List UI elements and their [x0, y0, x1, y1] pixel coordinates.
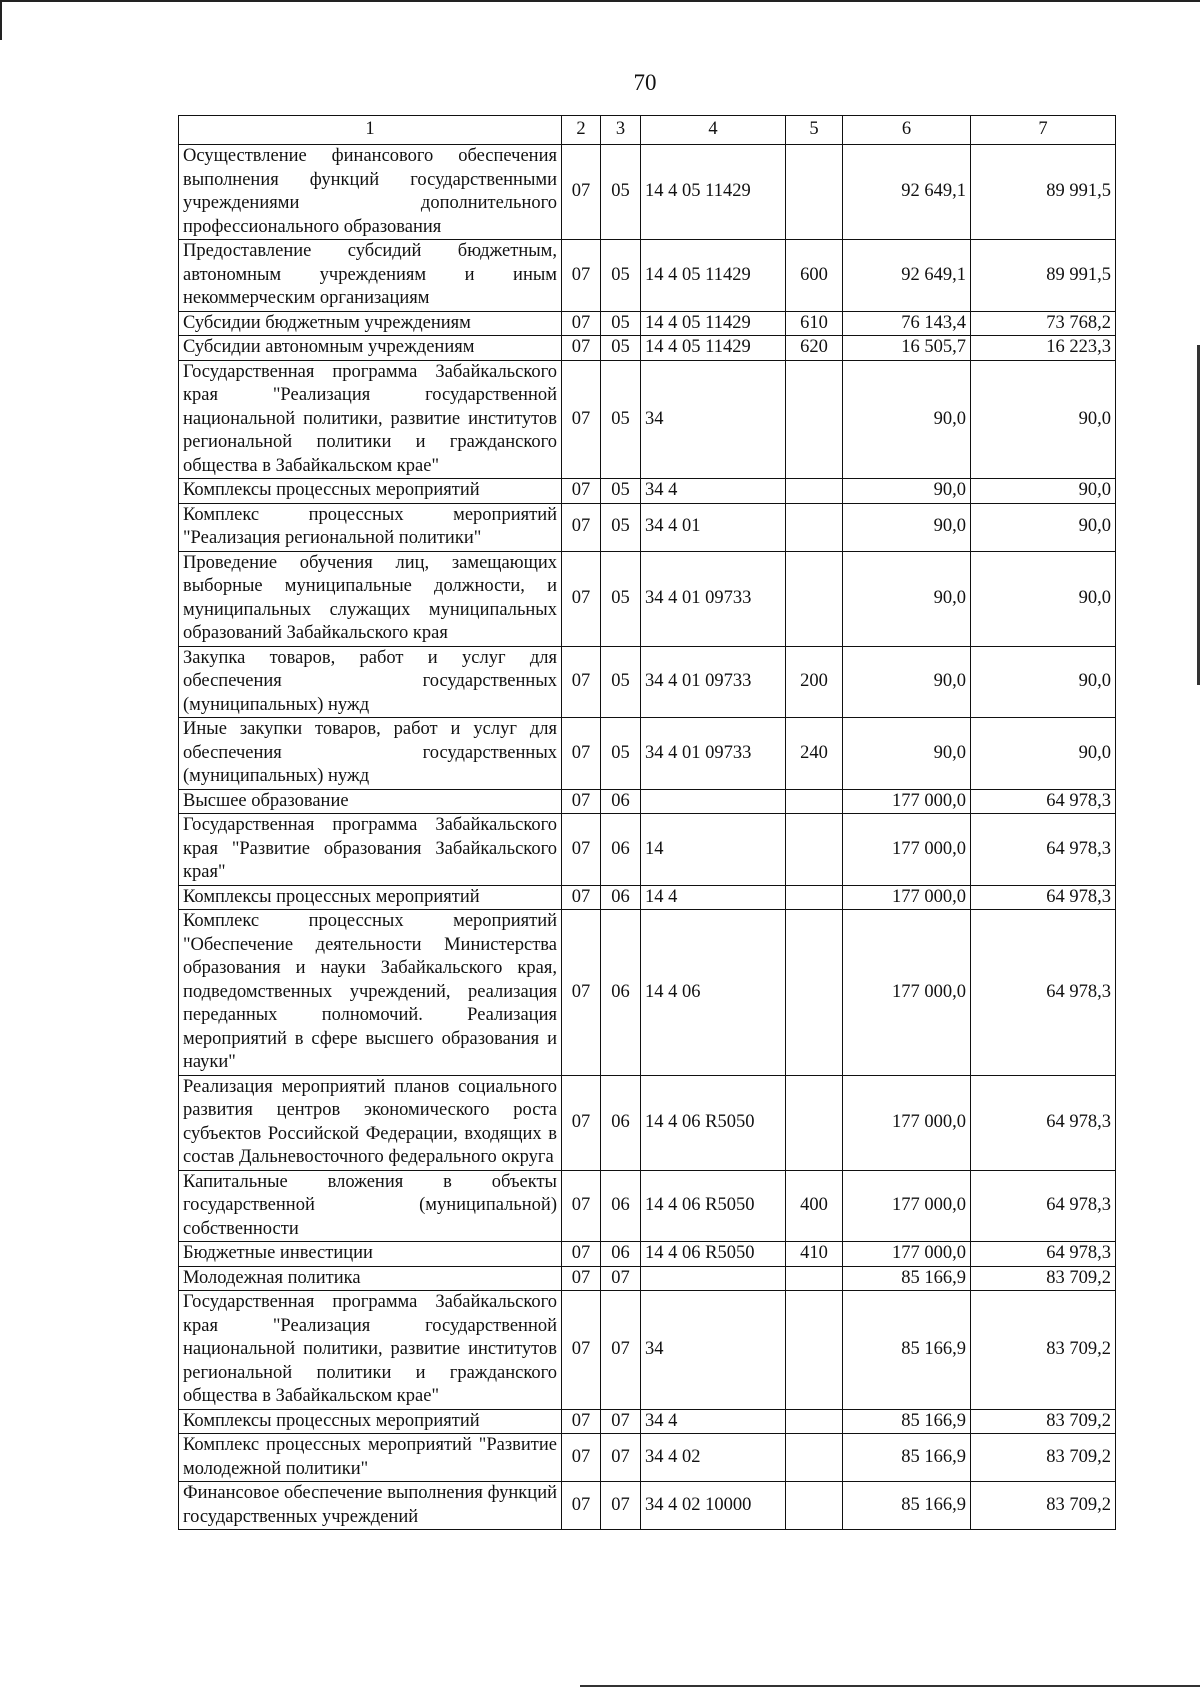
- subsection-code: 05: [601, 479, 641, 504]
- column-header-1: 1: [179, 116, 562, 145]
- amount-col-7: 83 709,2: [971, 1266, 1116, 1291]
- expense-type-code: [786, 479, 843, 504]
- amount-col-7: 73 768,2: [971, 311, 1116, 336]
- target-article-code: 14 4 05 11429: [641, 336, 786, 361]
- amount-col-7: 83 709,2: [971, 1291, 1116, 1410]
- expense-type-code: [786, 360, 843, 479]
- row-name: Молодежная политика: [179, 1266, 562, 1291]
- expense-type-code: [786, 503, 843, 551]
- target-article-code: 34 4: [641, 1409, 786, 1434]
- subsection-code: 06: [601, 1242, 641, 1267]
- target-article-code: 34 4 02: [641, 1434, 786, 1482]
- amount-col-6: 177 000,0: [843, 789, 971, 814]
- table-row: [179, 336, 1116, 361]
- table-row: [179, 910, 1116, 1076]
- row-name: Комплекс процессных мероприятий "Обеспечение деятельности Министерства образования и науки Забайкальского края, подведомственных учреждений, реализация переданных полномочий. Реализация мероприятий в сфере высшего образования и науки": [179, 910, 562, 1076]
- section-code: 07: [562, 1170, 601, 1242]
- amount-col-6: 177 000,0: [843, 1075, 971, 1170]
- subsection-code: 05: [601, 311, 641, 336]
- expense-type-code: [786, 1482, 843, 1530]
- amount-col-6: 90,0: [843, 551, 971, 646]
- row-name: Закупка товаров, работ и услуг для обеспечения государственных (муниципальных) нужд: [179, 646, 562, 718]
- expense-type-code: 200: [786, 646, 843, 718]
- column-header-4: 4: [641, 116, 786, 145]
- row-name: Проведение обучения лиц, замещающих выборные муниципальные должности, и муниципальных служащих муниципальных образований Забайкальского края: [179, 551, 562, 646]
- column-header-3: 3: [601, 116, 641, 145]
- budget-table: [178, 115, 1116, 1530]
- table-row: [179, 360, 1116, 479]
- subsection-code: 05: [601, 240, 641, 312]
- row-name: Комплекс процессных мероприятий "Развитие молодежной политики": [179, 1434, 562, 1482]
- subsection-code: 06: [601, 814, 641, 886]
- row-name: Финансовое обеспечение выполнения функций государственных учреждений: [179, 1482, 562, 1530]
- amount-col-6: 177 000,0: [843, 1170, 971, 1242]
- expense-type-code: [786, 910, 843, 1076]
- amount-col-6: 177 000,0: [843, 814, 971, 886]
- amount-col-6: 177 000,0: [843, 1242, 971, 1267]
- table-header: [179, 116, 1116, 145]
- amount-col-7: 89 991,5: [971, 145, 1116, 240]
- section-code: 07: [562, 1242, 601, 1267]
- target-article-code: [641, 1266, 786, 1291]
- section-code: 07: [562, 311, 601, 336]
- section-code: 07: [562, 910, 601, 1076]
- row-name: Бюджетные инвестиции: [179, 1242, 562, 1267]
- subsection-code: 06: [601, 1075, 641, 1170]
- expense-type-code: [786, 1291, 843, 1410]
- table-row: [179, 1242, 1116, 1267]
- row-name: Комплекс процессных мероприятий "Реализация региональной политики": [179, 503, 562, 551]
- amount-col-6: 90,0: [843, 718, 971, 790]
- table-row: [179, 1291, 1116, 1410]
- table-row: [179, 646, 1116, 718]
- amount-col-7: 64 978,3: [971, 789, 1116, 814]
- target-article-code: 14 4 06 R5050: [641, 1170, 786, 1242]
- amount-col-6: 85 166,9: [843, 1291, 971, 1410]
- section-code: 07: [562, 718, 601, 790]
- target-article-code: 14 4 05 11429: [641, 311, 786, 336]
- amount-col-6: 16 505,7: [843, 336, 971, 361]
- amount-col-6: 92 649,1: [843, 145, 971, 240]
- subsection-code: 05: [601, 551, 641, 646]
- amount-col-6: 85 166,9: [843, 1409, 971, 1434]
- table-row: [179, 311, 1116, 336]
- expense-type-code: [786, 551, 843, 646]
- section-code: 07: [562, 240, 601, 312]
- scan-edge-bottom: [580, 1685, 1200, 1687]
- section-code: 07: [562, 1075, 601, 1170]
- amount-col-7: 90,0: [971, 503, 1116, 551]
- section-code: 07: [562, 145, 601, 240]
- section-code: 07: [562, 1291, 601, 1410]
- subsection-code: 06: [601, 910, 641, 1076]
- subsection-code: 06: [601, 885, 641, 910]
- target-article-code: 34: [641, 360, 786, 479]
- section-code: 07: [562, 814, 601, 886]
- table-row: [179, 1409, 1116, 1434]
- amount-col-7: 83 709,2: [971, 1482, 1116, 1530]
- section-code: 07: [562, 1409, 601, 1434]
- subsection-code: 05: [601, 360, 641, 479]
- row-name: Государственная программа Забайкальского края "Реализация государственной национальной политики, развитие институтов региональной политики и гражданского общества в Забайкальском крае": [179, 1291, 562, 1410]
- expense-type-code: 240: [786, 718, 843, 790]
- row-name: Реализация мероприятий планов социального развития центров экономического роста субъектов Российской Федерации, входящих в состав Дальневосточного федерального округа: [179, 1075, 562, 1170]
- section-code: 07: [562, 1482, 601, 1530]
- target-article-code: 34: [641, 1291, 786, 1410]
- row-name: Субсидии бюджетным учреждениям: [179, 311, 562, 336]
- table-row: [179, 789, 1116, 814]
- target-article-code: 34 4 01: [641, 503, 786, 551]
- target-article-code: 14: [641, 814, 786, 886]
- section-code: 07: [562, 885, 601, 910]
- row-name: Комплексы процессных мероприятий: [179, 1409, 562, 1434]
- expense-type-code: [786, 885, 843, 910]
- column-header-2: 2: [562, 116, 601, 145]
- amount-col-7: 64 978,3: [971, 1075, 1116, 1170]
- expense-type-code: [786, 145, 843, 240]
- amount-col-7: 64 978,3: [971, 885, 1116, 910]
- section-code: 07: [562, 551, 601, 646]
- section-code: 07: [562, 503, 601, 551]
- table-row: [179, 479, 1116, 504]
- amount-col-7: 64 978,3: [971, 1170, 1116, 1242]
- amount-col-6: 85 166,9: [843, 1266, 971, 1291]
- amount-col-6: 177 000,0: [843, 885, 971, 910]
- section-code: 07: [562, 1434, 601, 1482]
- target-article-code: 14 4 05 11429: [641, 240, 786, 312]
- table-row: [179, 1266, 1116, 1291]
- table-row: [179, 145, 1116, 240]
- section-code: 07: [562, 336, 601, 361]
- target-article-code: 14 4 05 11429: [641, 145, 786, 240]
- amount-col-7: 89 991,5: [971, 240, 1116, 312]
- table-row: [179, 1434, 1116, 1482]
- target-article-code: [641, 789, 786, 814]
- expense-type-code: 610: [786, 311, 843, 336]
- subsection-code: 07: [601, 1434, 641, 1482]
- amount-col-6: 85 166,9: [843, 1434, 971, 1482]
- column-header-5: 5: [786, 116, 843, 145]
- row-name: Комплексы процессных мероприятий: [179, 885, 562, 910]
- expense-type-code: 600: [786, 240, 843, 312]
- section-code: 07: [562, 360, 601, 479]
- table-row: [179, 1170, 1116, 1242]
- table-row: [179, 814, 1116, 886]
- section-code: 07: [562, 646, 601, 718]
- table-row: [179, 885, 1116, 910]
- row-name: Государственная программа Забайкальского края "Реализация государственной национальной политики, развитие институтов региональной политики и гражданского общества в Забайкальском крае": [179, 360, 562, 479]
- subsection-code: 05: [601, 503, 641, 551]
- target-article-code: 14 4 06 R5050: [641, 1242, 786, 1267]
- header-row: [179, 116, 1116, 145]
- row-name: Капитальные вложения в объекты государственной (муниципальной) собственности: [179, 1170, 562, 1242]
- table-row: [179, 1075, 1116, 1170]
- amount-col-6: 76 143,4: [843, 311, 971, 336]
- table-row: [179, 718, 1116, 790]
- scan-edge-top: [0, 0, 1200, 2]
- table-row: [179, 503, 1116, 551]
- scan-edge-left: [0, 0, 2, 40]
- subsection-code: 05: [601, 646, 641, 718]
- table-row: [179, 240, 1116, 312]
- amount-col-7: 90,0: [971, 646, 1116, 718]
- target-article-code: 14 4: [641, 885, 786, 910]
- subsection-code: 07: [601, 1266, 641, 1291]
- section-code: 07: [562, 789, 601, 814]
- table-row: [179, 1482, 1116, 1530]
- subsection-code: 06: [601, 1170, 641, 1242]
- target-article-code: 14 4 06 R5050: [641, 1075, 786, 1170]
- subsection-code: 07: [601, 1409, 641, 1434]
- amount-col-7: 90,0: [971, 551, 1116, 646]
- amount-col-7: 90,0: [971, 360, 1116, 479]
- amount-col-6: 85 166,9: [843, 1482, 971, 1530]
- row-name: Осуществление финансового обеспечения выполнения функций государственными учреждениями дополнительного профессионального образования: [179, 145, 562, 240]
- row-name: Высшее образование: [179, 789, 562, 814]
- target-article-code: 14 4 06: [641, 910, 786, 1076]
- subsection-code: 06: [601, 789, 641, 814]
- page-number: 70: [633, 70, 657, 95]
- amount-col-6: 90,0: [843, 503, 971, 551]
- table-body: [179, 145, 1116, 1530]
- amount-col-6: 90,0: [843, 479, 971, 504]
- amount-col-7: 64 978,3: [971, 1242, 1116, 1267]
- expense-type-code: 410: [786, 1242, 843, 1267]
- expense-type-code: [786, 1075, 843, 1170]
- target-article-code: 34 4: [641, 479, 786, 504]
- expense-type-code: [786, 789, 843, 814]
- expense-type-code: 400: [786, 1170, 843, 1242]
- amount-col-7: 16 223,3: [971, 336, 1116, 361]
- section-code: 07: [562, 1266, 601, 1291]
- expense-type-code: [786, 814, 843, 886]
- column-header-7: 7: [971, 116, 1116, 145]
- section-code: 07: [562, 479, 601, 504]
- row-name: Иные закупки товаров, работ и услуг для обеспечения государственных (муниципальных) нужд: [179, 718, 562, 790]
- amount-col-7: 64 978,3: [971, 814, 1116, 886]
- subsection-code: 05: [601, 336, 641, 361]
- amount-col-6: 90,0: [843, 360, 971, 479]
- amount-col-6: 92 649,1: [843, 240, 971, 312]
- expense-type-code: 620: [786, 336, 843, 361]
- row-name: Субсидии автономным учреждениям: [179, 336, 562, 361]
- amount-col-7: 90,0: [971, 718, 1116, 790]
- row-name: Комплексы процессных мероприятий: [179, 479, 562, 504]
- amount-col-7: 83 709,2: [971, 1409, 1116, 1434]
- target-article-code: 34 4 01 09733: [641, 551, 786, 646]
- subsection-code: 07: [601, 1291, 641, 1410]
- subsection-code: 05: [601, 718, 641, 790]
- amount-col-7: 90,0: [971, 479, 1116, 504]
- column-header-6: 6: [843, 116, 971, 145]
- subsection-code: 05: [601, 145, 641, 240]
- amount-col-6: 90,0: [843, 646, 971, 718]
- row-name: Государственная программа Забайкальского края "Развитие образования Забайкальского края": [179, 814, 562, 886]
- table-row: [179, 551, 1116, 646]
- expense-type-code: [786, 1409, 843, 1434]
- target-article-code: 34 4 01 09733: [641, 718, 786, 790]
- row-name: Предоставление субсидий бюджетным, автономным учреждениям и иным некоммерческим организациям: [179, 240, 562, 312]
- expense-type-code: [786, 1434, 843, 1482]
- subsection-code: 07: [601, 1482, 641, 1530]
- target-article-code: 34 4 02 10000: [641, 1482, 786, 1530]
- target-article-code: 34 4 01 09733: [641, 646, 786, 718]
- amount-col-6: 177 000,0: [843, 910, 971, 1076]
- amount-col-7: 83 709,2: [971, 1434, 1116, 1482]
- expense-type-code: [786, 1266, 843, 1291]
- amount-col-7: 64 978,3: [971, 910, 1116, 1076]
